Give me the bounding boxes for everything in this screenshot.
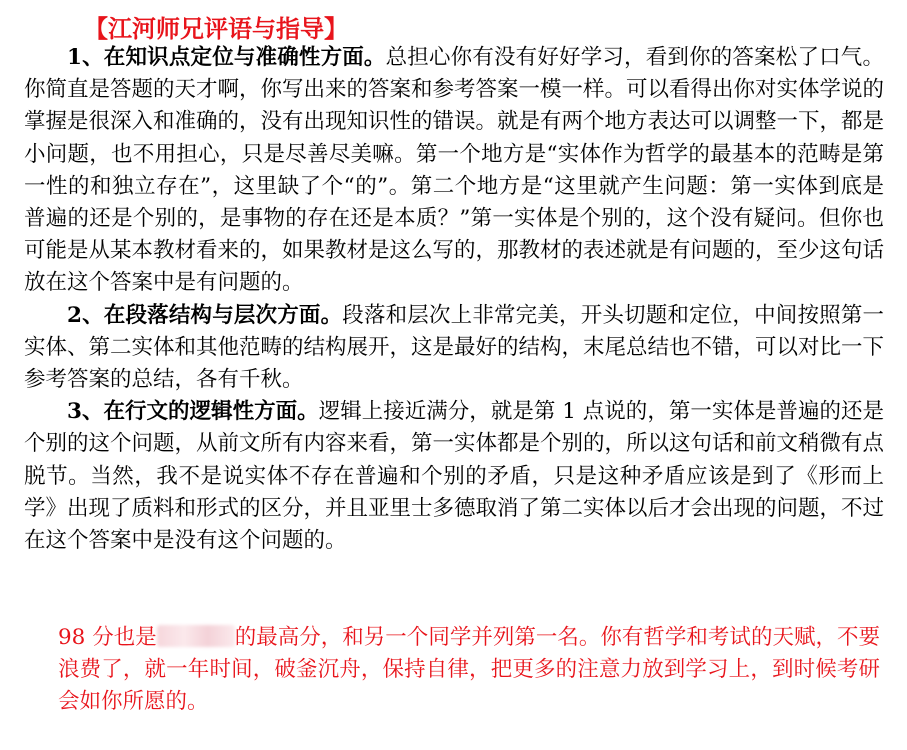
review-body — [24, 42, 884, 557]
paragraph-lead: 2、在段落结构与层次方面。 — [67, 302, 343, 328]
review-paragraph-knowledge — [24, 42, 884, 300]
closing-text-start: 98 分也是 — [58, 625, 157, 650]
closing-text-end: 的最高分，和另一个同学并列第一名。你有哲学和考试的天赋，不要浪费了，就一年时间，破釜沉舟，保持自律，把更多的注意力放到学习上，到时候考研会如你所愿的。 — [58, 625, 880, 715]
review-paragraph-structure — [24, 300, 884, 397]
paragraph-text: 段落和层次上非常完美，开头切题和定位，中间按照第一实体、第二实体和其他范畴的结构展开，这是最好的结构，末尾总结也不错，可以对比一下参考答案的总结，各有千秋。 — [24, 302, 885, 393]
redacted-text — [157, 625, 235, 647]
paragraph-lead: 3、在行文的逻辑性方面。 — [67, 399, 319, 425]
paragraph-text: 逻辑上接近满分，就是第 1 点说的，第一实体是普遍的还是个别的这个问题，从前文所有内容来看，第一实体都是个别的，所以这句话和前文稍微有点脱节。当然，我不是说实体不存在普遍和个别的矛盾，只是这种矛盾应该是到了《形而上学》出现了质料和形式的区分，并且亚里士多德取消了第二实体以后才会出现的问题，不过在这个答案中是没有这个问题的。 — [24, 399, 885, 554]
paragraph-text: 总担心你有没有好好学习，看到你的答案松了口气。你简直是答题的天才啊，你写出来的答案和参考答案一模一样。可以看得出你对实体学说的掌握是很深入和准确的，没有出现知识性的错误。就是有两个地方表达可以调整一下，都是小问题，也不用担心，只是尽善尽美嘛。第一个地方是“实体作为哲学的最基本的范畴是第一性的和独立存在”，这里缺了个“的”。第二个地方是“这里就产生问题：第一实体到底是普遍的还是个别的，是事物的存在还是本质？”第一实体是个别的，这个没有疑问。但你也可能是从某本教材看来的，如果教材是这么写的，那教材的表述就是有问题的，至少这句话放在这个答案中是有问题的。 — [24, 45, 885, 296]
paragraph-lead: 1、在知识点定位与准确性方面。 — [67, 45, 386, 70]
review-paragraph-logic — [24, 396, 884, 557]
closing-remark — [58, 622, 880, 719]
section-heading: 【江河师兄评语与指导】 — [84, 14, 348, 43]
